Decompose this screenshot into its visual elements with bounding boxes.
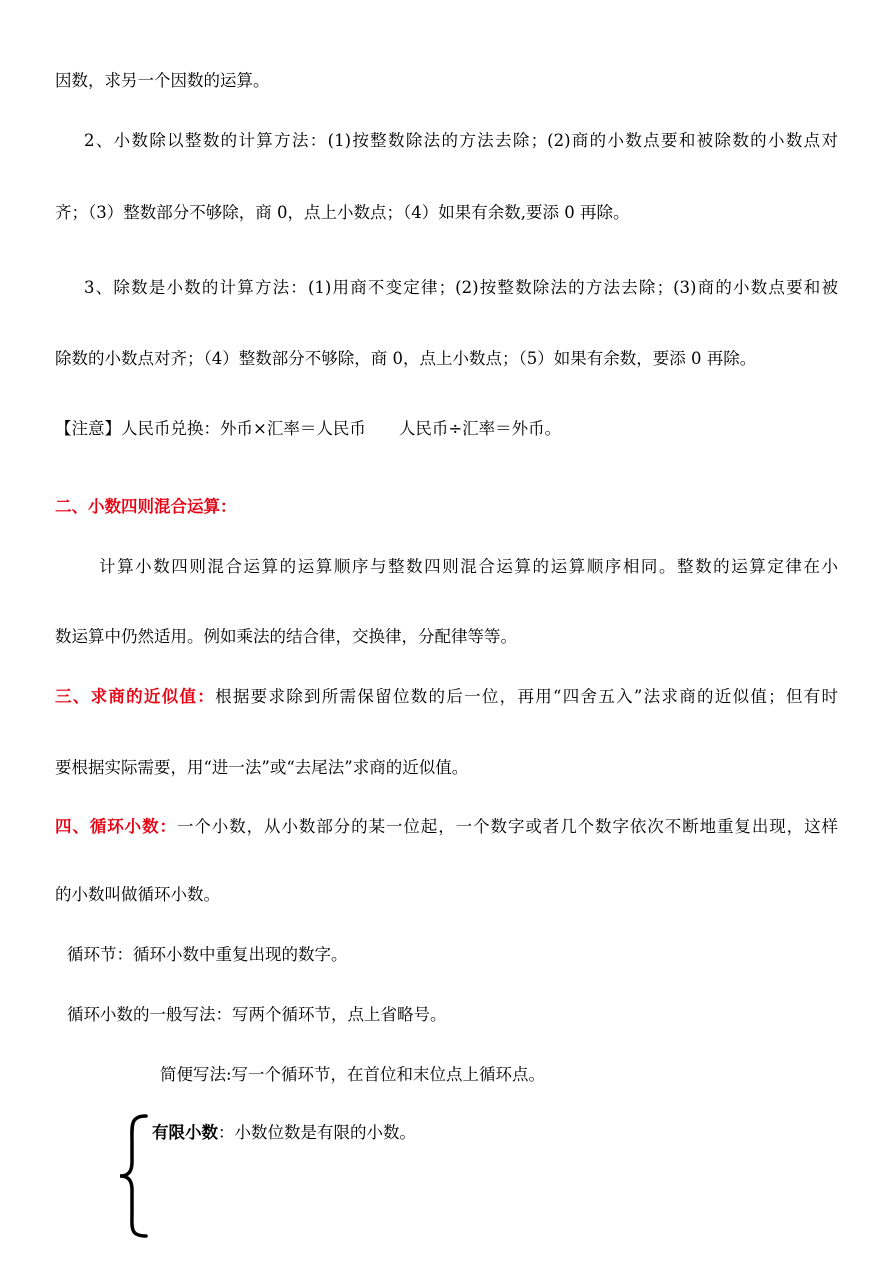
- finite-decimal-line: [152, 1122, 416, 1144]
- text-line-1: 因数，求另一个因数的运算。: [55, 71, 270, 90]
- section-2-line-1: 计算小数四则混合运算的运算顺序与整数四则混合运算的运算顺序相同。整数的运算定律在小: [99, 557, 838, 576]
- section-2-line-2: 数运算中仍然适用。例如乘法的结合律，交换律，分配律等等。: [55, 627, 517, 646]
- section-3-line-1-text: 根据要求除到所需保留位数的后一位，再用“四舍五入”法求商的近似值；但有时: [215, 687, 839, 706]
- section-3-line-2: 要根据实际需要，用“进一法”或“去尾法”求商的近似值。: [55, 758, 469, 777]
- general-notation: 循环小数的一般写法：写两个循环节，点上省略号。: [67, 1005, 447, 1024]
- note-line: 【注意】人民币兑换：外币×汇率＝人民币 人民币÷汇率＝外币。: [55, 419, 562, 438]
- text-line-4: 3、除数是小数的计算方法：(1)用商不变定律；(2)按整数除法的方法去除；(3)商的小数点要和被: [84, 278, 838, 297]
- section-3-paragraph-line-1: [55, 686, 838, 708]
- section-4-line-1-text: 一个小数，从小数部分的某一位起，一个数字或者几个数字依次不断地重复出现，这样: [176, 817, 839, 836]
- finite-decimal-definition: ：小数位数是有限的小数。: [218, 1123, 416, 1142]
- section-4-line-2: 的小数叫做循环小数。: [55, 885, 220, 904]
- text-line-5: 除数的小数点对齐；（4）整数部分不够除，商 0，点上小数点；（5）如果有余数，要添 0 再除。: [55, 349, 757, 368]
- left-brace-icon: [114, 1112, 154, 1240]
- finite-decimal-term: 有限小数: [152, 1123, 218, 1142]
- section-2-heading: 二、小数四则混合运算：: [55, 497, 237, 516]
- section-4-heading: 四、循环小数：: [55, 817, 177, 836]
- text-line-2: 2、小数除以整数的计算方法：(1)按整数除法的方法去除；(2)商的小数点要和被除数的小数点对: [84, 131, 838, 150]
- section-4-paragraph-line-1: [55, 816, 838, 838]
- simple-notation: 简便写法:写一个循环节，在首位和末位点上循环点。: [160, 1065, 546, 1084]
- section-3-heading: 三、求商的近似值：: [55, 687, 216, 706]
- cycle-definition: 循环节：循环小数中重复出现的数字。: [67, 945, 348, 964]
- text-line-3: 齐；（3）整数部分不够除，商 0，点上小数点；（4）如果有余数,要添 0 再除。: [55, 203, 630, 222]
